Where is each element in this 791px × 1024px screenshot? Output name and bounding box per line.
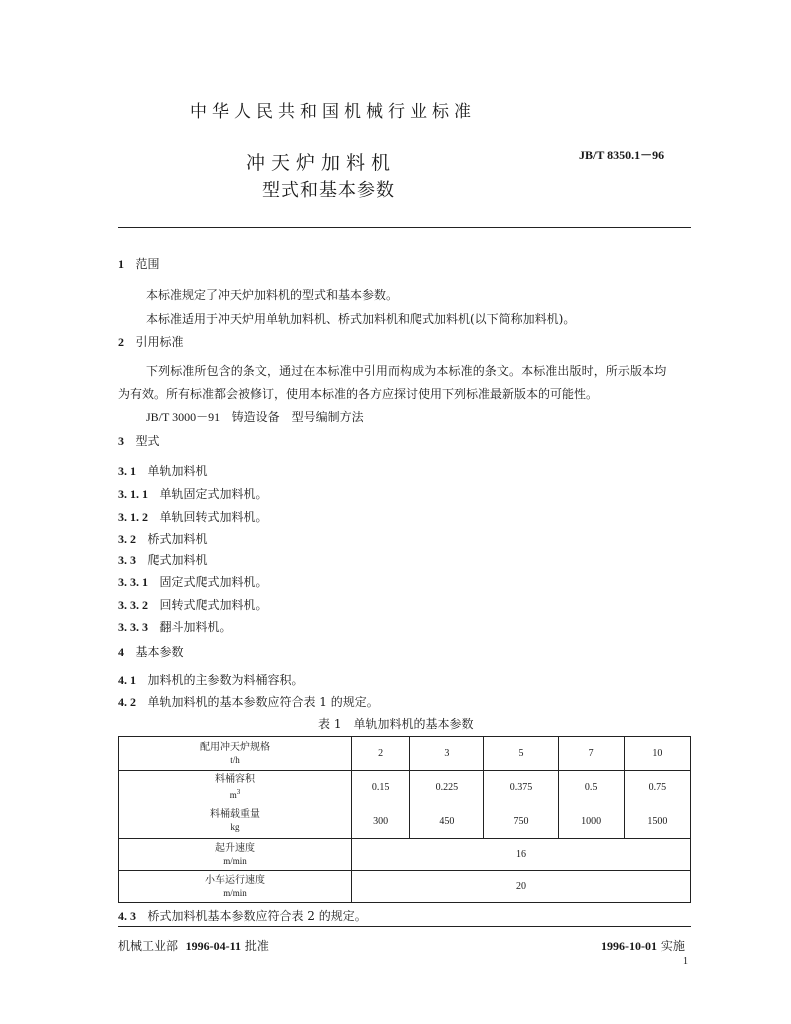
footer-divider: [118, 926, 691, 927]
table-cell: 0.75: [624, 771, 690, 805]
clause: 3. 3 爬式加料机: [118, 553, 208, 567]
table-cell: 3: [410, 737, 484, 771]
issuing-organization: 中华人民共和国机械行业标准: [190, 102, 476, 122]
table-cell: 16: [352, 839, 691, 871]
table-cell: 20: [352, 871, 691, 903]
table-row: [119, 771, 691, 805]
parameter-table: [118, 736, 691, 903]
section-number: 4: [118, 645, 124, 659]
row-header: 料桶载重量 kg: [119, 805, 352, 839]
clause: 4. 1 加料机的主参数为料桶容积。: [118, 673, 304, 687]
implementation-info: 1996-10-01 实施: [601, 939, 685, 953]
table-row: [119, 805, 691, 839]
section-title: 基本参数: [135, 645, 184, 659]
table-cell: 450: [410, 805, 484, 839]
section-3-heading: [118, 432, 159, 449]
table-cell: 0.375: [484, 771, 558, 805]
row-header: 配用冲天炉规格 t/h: [119, 737, 352, 771]
section-title: 范围: [135, 257, 160, 271]
section-number: 2: [118, 335, 124, 349]
table-cell: 0.5: [558, 771, 624, 805]
table-cell: 7: [558, 737, 624, 771]
table-cell: 0.15: [352, 771, 410, 805]
section-title: 引用标准: [135, 335, 184, 349]
clause: 4. 3 桥式加料机基本参数应符合表 2 的规定。: [118, 909, 367, 923]
clause: 3. 1. 2 单轨回转式加料机。: [118, 510, 268, 524]
reference-name: 铸造设备 型号编制方法: [231, 410, 364, 424]
table-cell: 0.225: [410, 771, 484, 805]
referenced-standard: [146, 408, 364, 425]
row-header: 料桶容积 $m^3$: [119, 771, 352, 805]
standard-number: JB/T 8350.1－96: [579, 148, 665, 162]
section-4-heading: [118, 643, 183, 660]
table-row: [119, 871, 691, 903]
table-cell: 5: [484, 737, 558, 771]
table-cell: 1000: [558, 805, 624, 839]
clause: 3. 1 单轨加料机: [118, 464, 208, 478]
clause: 3. 3. 2 回转式爬式加料机。: [118, 598, 268, 612]
table-row: [119, 839, 691, 871]
table-caption: 表 1 单轨加料机的基本参数: [318, 717, 474, 731]
table-cell: 300: [352, 805, 410, 839]
document-subtitle: 型式和基本参数: [262, 180, 395, 201]
clause: 3. 3. 1 固定式爬式加料机。: [118, 575, 268, 589]
row-header: 小车运行速度 m/min: [119, 871, 352, 903]
clause: 3. 3. 3 翻斗加料机。: [118, 620, 232, 634]
paragraph: 下列标准所包含的条文，通过在本标准中引用而构成为本标准的条文。本标准出版时，所示版本均: [146, 364, 667, 378]
clause: 3. 1. 1 单轨固定式加料机。: [118, 487, 268, 501]
table-cell: 2: [352, 737, 410, 771]
clause: 3. 2 桥式加料机: [118, 532, 208, 546]
page-number: 1: [683, 956, 688, 967]
paragraph: 为有效。所有标准都会被修订，使用本标准的各方应探讨使用下列标准最新版本的可能性。: [118, 387, 599, 401]
clause: 4. 2 单轨加料机的基本参数应符合表 1 的规定。: [118, 695, 379, 709]
row-header: 起升速度 m/min: [119, 839, 352, 871]
header-divider: [118, 227, 691, 228]
section-title: 型式: [135, 434, 160, 448]
table-cell: 1500: [624, 805, 690, 839]
table-row: [119, 737, 691, 771]
reference-code: JB/T 3000－91: [146, 410, 221, 424]
section-2-heading: [118, 333, 183, 350]
approval-info: 机械工业部 1996-04-11 批准: [118, 939, 269, 953]
table-cell: 10: [624, 737, 690, 771]
document-title: 冲天炉加料机: [246, 152, 397, 174]
paragraph: 本标准适用于冲天炉用单轨加料机、桥式加料机和爬式加料机(以下简称加料机)。: [146, 312, 576, 326]
section-number: 3: [118, 434, 124, 448]
paragraph: 本标准规定了冲天炉加料机的型式和基本参数。: [146, 288, 399, 302]
table-cell: 750: [484, 805, 558, 839]
section-1-heading: [118, 255, 159, 272]
section-number: 1: [118, 257, 124, 271]
